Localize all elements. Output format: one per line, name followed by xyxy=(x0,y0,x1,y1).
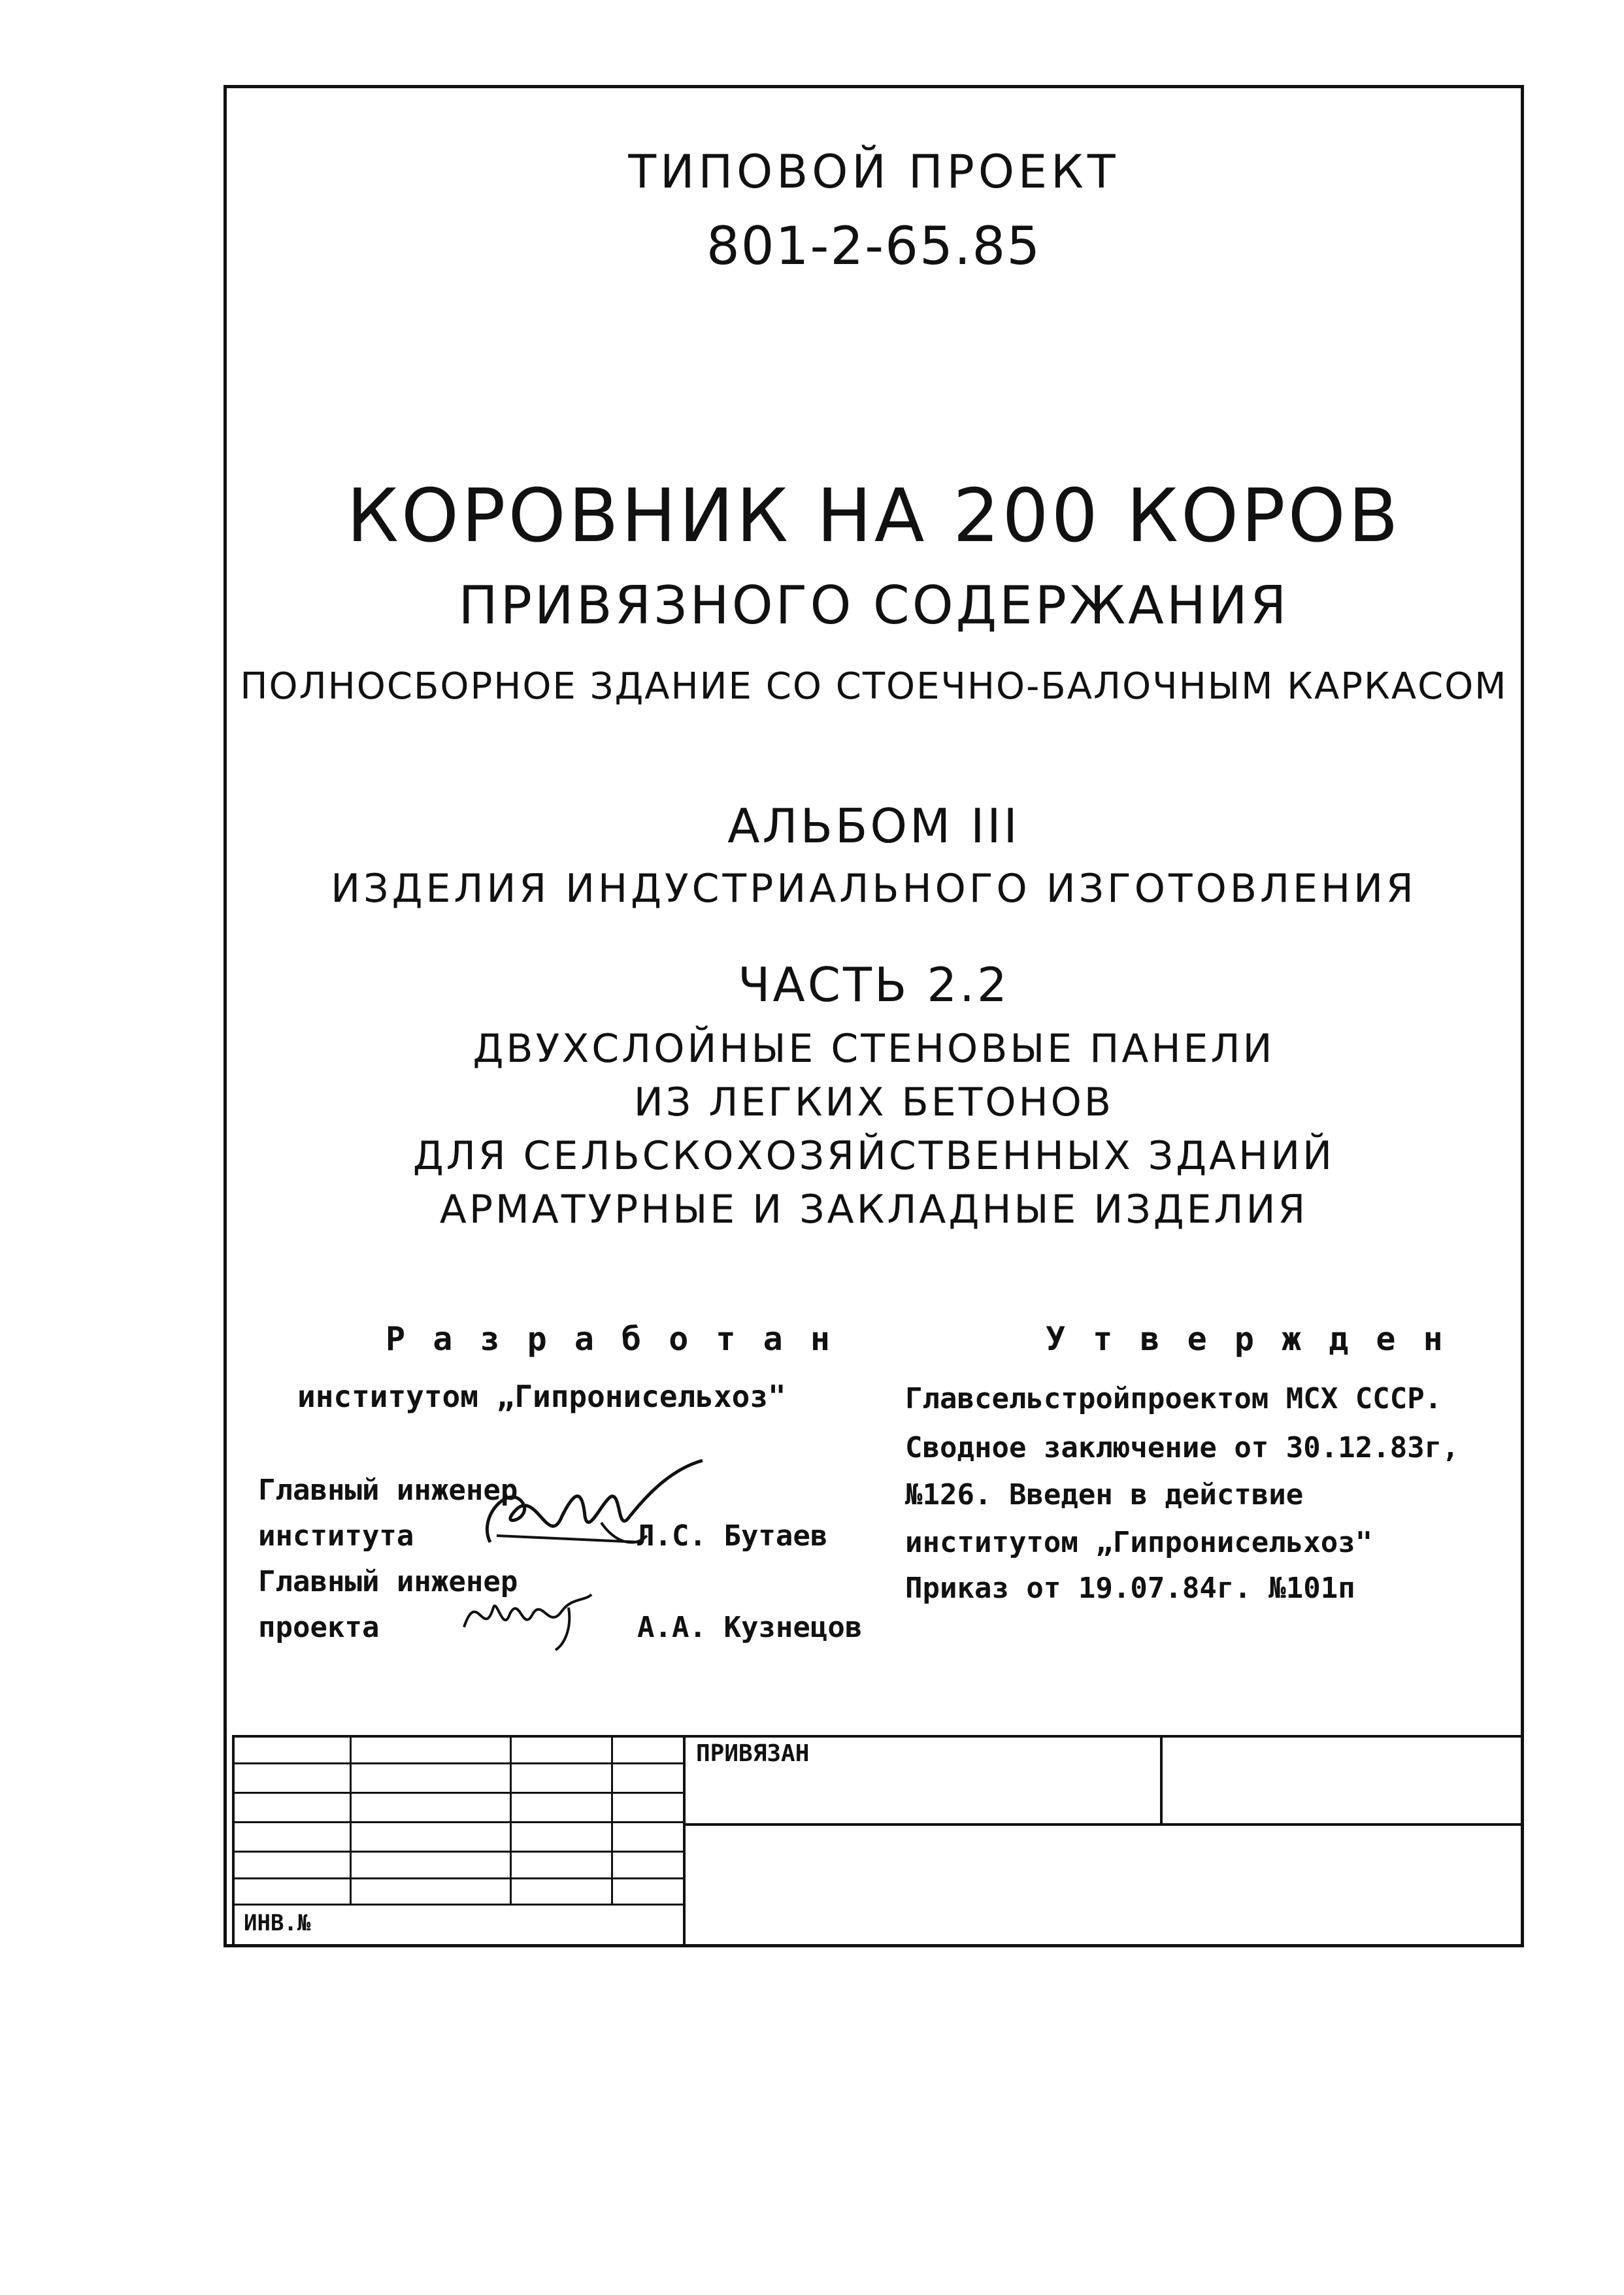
drawing-frame xyxy=(224,85,1524,1947)
album-description: ИЗДЕЛИЯ ИНДУСТРИАЛЬНОГО ИЗГОТОВЛЕНИЯ xyxy=(331,866,1417,912)
chief-institute-title: института xyxy=(258,1519,414,1553)
chief-institute-name: Л.С. Бутаев xyxy=(637,1519,828,1553)
part-line: ДЛЯ СЕЛЬСКОХОЗЯЙСТВЕННЫХ ЗДАНИЙ xyxy=(412,1133,1335,1179)
part-line: АРМАТУРНЫЕ И ЗАКЛАДНЫЕ ИЗДЕЛИЯ xyxy=(439,1187,1308,1232)
developed-by: институтом „Гипронисельхоз" xyxy=(297,1379,786,1414)
attached-label: ПРИВЯЗАН xyxy=(696,1740,810,1767)
document-subtitle: ПРИВЯЗНОГО СОДЕРЖАНИЯ xyxy=(458,575,1289,636)
chief-project-name: А.А. Кузнецов xyxy=(637,1611,863,1644)
title-block xyxy=(232,1735,1523,1947)
document-title: КОРОВНИК НА 200 КОРОВ xyxy=(346,474,1401,559)
inv-number-label: ИНВ.№ xyxy=(244,1910,311,1936)
approved-line: Сводное заключение от 30.12.83г, xyxy=(905,1431,1459,1464)
part-line: ДВУХСЛОЙНЫЕ СТЕНОВЫЕ ПАНЕЛИ xyxy=(472,1026,1275,1072)
part-label: ЧАСТЬ 2.2 xyxy=(738,957,1010,1012)
project-type-label: ТИПОВОЙ ПРОЕКТ xyxy=(628,145,1119,199)
chief-project-title: Главный инженер xyxy=(258,1565,518,1598)
approved-line: Приказ от 19.07.84г. №101п xyxy=(905,1572,1355,1605)
approved-line: институтом „Гипронисельхоз" xyxy=(905,1526,1373,1559)
signature-kuznetsov xyxy=(457,1581,621,1653)
project-number: 801-2-65.85 xyxy=(706,216,1042,276)
approved-line: Главсельстройпроектом МСХ СССР. xyxy=(905,1382,1442,1415)
part-line: ИЗ ЛЕГКИХ БЕТОНОВ xyxy=(633,1080,1114,1125)
developed-heading: Р а з р а б о т а н xyxy=(386,1320,834,1358)
chief-project-title: проекта xyxy=(258,1611,380,1644)
approved-heading: У т в е р ж д е н xyxy=(1046,1320,1447,1358)
chief-institute-title: Главный инженер xyxy=(258,1474,518,1507)
album-label: АЛЬБОМ III xyxy=(727,799,1020,853)
approved-line: №126. Введен в действие xyxy=(905,1478,1304,1511)
document-description: ПОЛНОСБОРНОЕ ЗДАНИЕ СО СТОЕЧНО-БАЛОЧНЫМ КАРКАСОМ xyxy=(240,665,1508,708)
